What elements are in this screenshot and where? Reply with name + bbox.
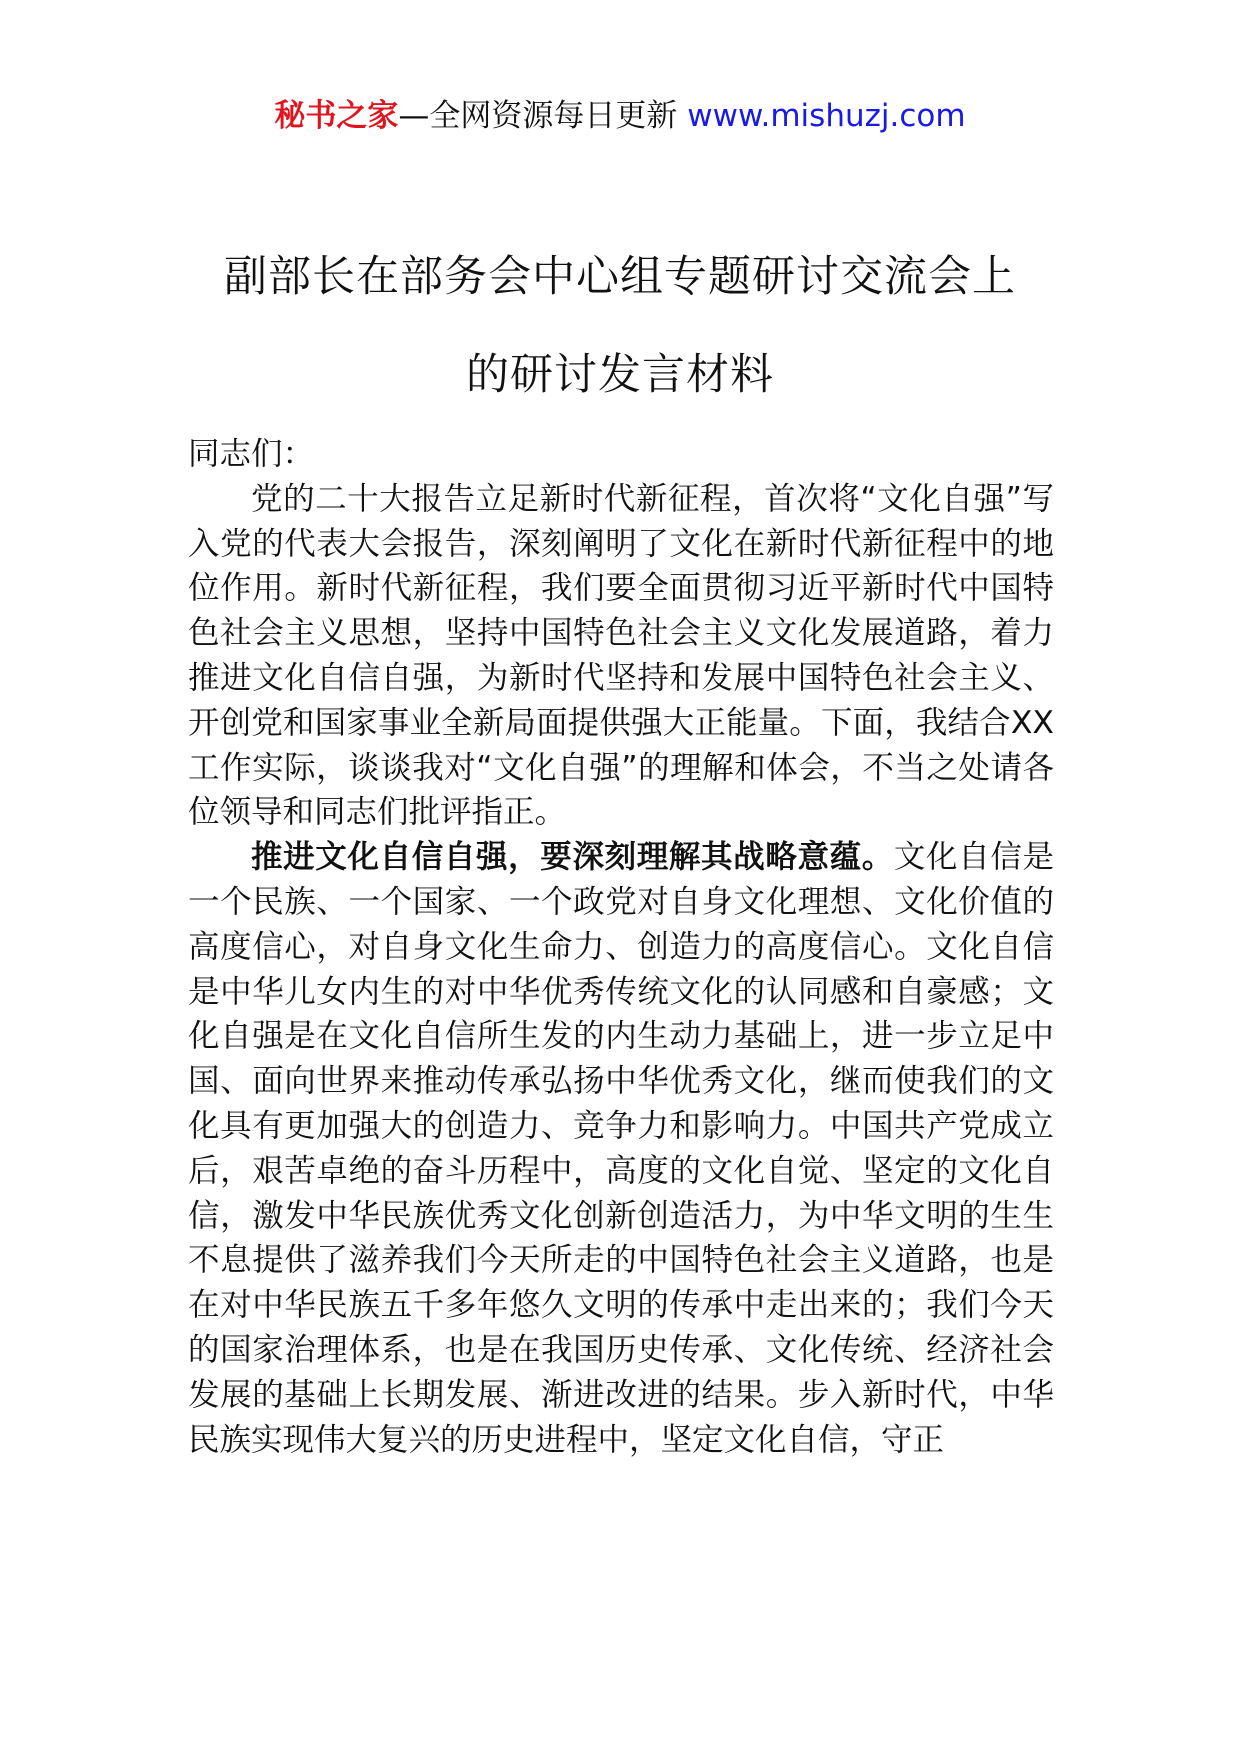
page-header — [0, 96, 1240, 136]
title-line-2: 的研讨发言材料 — [466, 350, 774, 400]
site-url-link[interactable]: www.mishuzj.com — [687, 98, 966, 134]
paragraph-intro: 党的二十大报告立足新时代新征程，首次将“文化自强”写入党的代表大会报告，深刻阐明了文化在新时代新征程中的地位作用。新时代新征程，我们要全面贯彻习近平新时代中国特色社会主义思想，坚持中国特色社会主义文化发展道路，着力推进文化自信自强，为新时代坚持和发展中国特色社会主义、开创党和国家事业全新局面提供强大正能量。下面，我结合XX工作实际，谈谈我对“文化自强”的理解和体会，不当之处请各位领导和同志们批评指正。 — [188, 480, 1054, 831]
title-line-1: 副部长在部务会中心组专题研讨交流会上 — [224, 252, 1016, 302]
document-body — [188, 432, 1054, 1462]
paragraph-strategic-meaning — [188, 835, 1054, 1462]
header-tagline: —全网资源每日更新 — [398, 98, 688, 134]
paragraph-lead-sentence: 推进文化自信自强，要深刻理解其战略意蕴。 — [251, 839, 894, 876]
document-title — [150, 228, 1090, 424]
brand-name: 秘书之家 — [274, 98, 399, 134]
salutation: 同志们： — [188, 436, 315, 472]
paragraph-text: 文化自信是一个民族、一个国家、一个政党对自身文化理想、文化价值的高度信心，对自身文化生命力、创造力的高度信心。文化自信是中华儿女内生的对中华优秀传统文化的认同感和自豪感；文化自强是在文化自信所生发的内生动力基础上，进一步立足中国、面向世界来推动传承弘扬中华优秀文化，继而使我们的文化具有更加强大的创造力、竞争力和影响力。中国共产党成立后，艰苦卓绝的奋斗历程中，高度的文化自觉、坚定的文化自信，激发中华民族优秀文化创新创造活力，为中华文明的生生不息提供了滋养我们今天所走的中国特色社会主义道路，也是在对中华民族五千多年悠久文明的传承中走出来的；我们今天的国家治理体系，也是在我国历史传承、文化传统、经济社会发展的基础上长期发展、渐进改进的结果。步入新时代，中华民族实现伟大复兴的历史进程中，坚定文化自信，守正 — [188, 839, 1054, 1458]
